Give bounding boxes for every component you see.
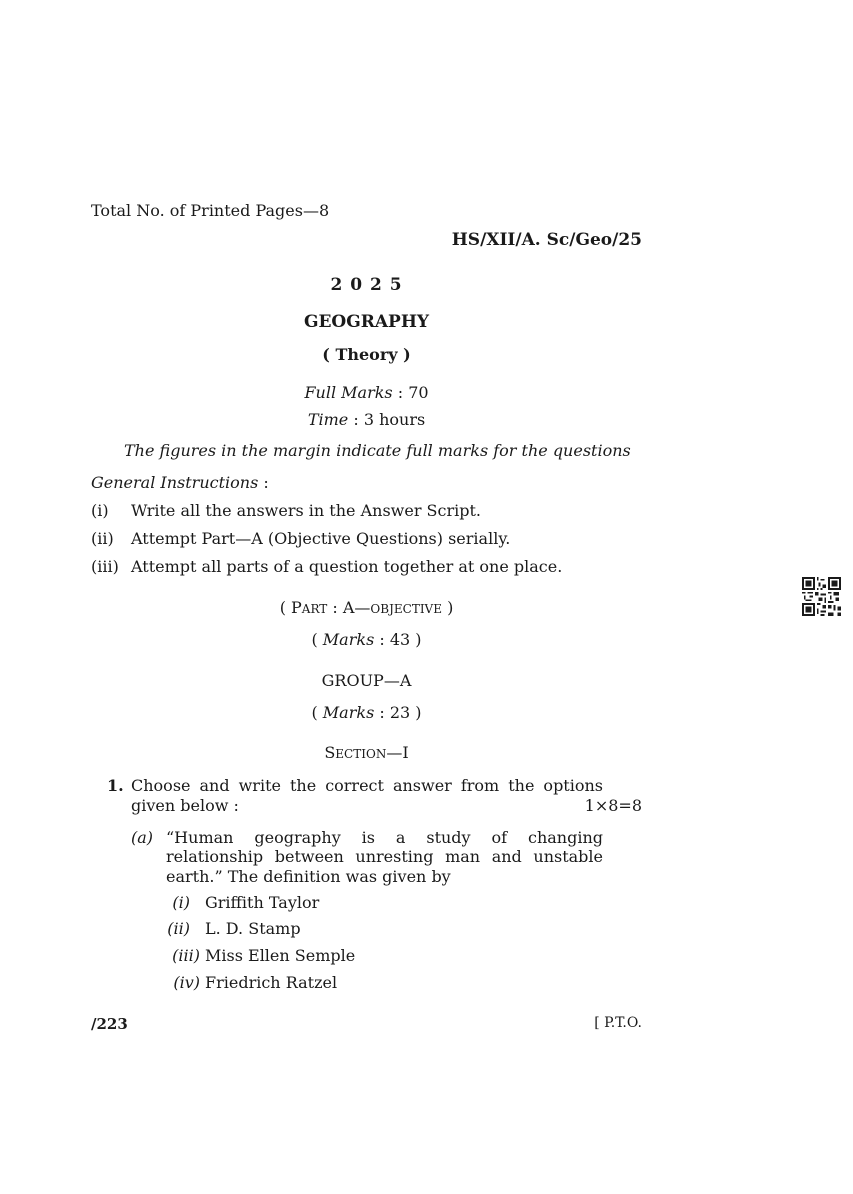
group-marks bbox=[0, 703, 733, 722]
instruction-number: (ii) bbox=[91, 529, 114, 548]
subquestion-line: “Human geography is a study of changing bbox=[166, 828, 603, 847]
part-heading bbox=[0, 598, 733, 617]
question-number: 1. bbox=[107, 776, 124, 795]
time-value: : 3 hours bbox=[348, 410, 426, 429]
option-label: (i) bbox=[172, 893, 190, 912]
question-marks: 1×8=8 bbox=[584, 796, 642, 815]
answer-option bbox=[166, 919, 466, 941]
full-marks-label: Full Marks bbox=[304, 383, 393, 402]
instruction-text: Write all the answers in the Answer Script. bbox=[131, 501, 481, 520]
subject-title: GEOGRAPHY bbox=[303, 312, 430, 332]
exam-year: 2 0 2 5 bbox=[330, 275, 403, 295]
instructions-heading-label: General Instructions bbox=[91, 473, 259, 492]
group-marks-open: ( bbox=[311, 703, 323, 722]
part-marks-label: Marks bbox=[322, 630, 375, 649]
instruction-item bbox=[91, 557, 651, 579]
part-heading-open: ( P bbox=[279, 598, 302, 617]
option-label: (iv) bbox=[173, 973, 200, 992]
instruction-text: Attempt all parts of a question together at one place. bbox=[131, 557, 563, 576]
instruction-text: Attempt Part—A (Objective Questions) serially. bbox=[131, 529, 511, 548]
full-marks bbox=[0, 383, 733, 402]
group-heading: GROUP—A bbox=[321, 671, 412, 690]
instructions-heading bbox=[91, 473, 269, 492]
section-heading-small: ECTION bbox=[335, 747, 387, 761]
part-marks-open: ( bbox=[311, 630, 323, 649]
subquestion-label: (a) bbox=[131, 828, 154, 847]
qr-code-icon bbox=[802, 577, 841, 616]
instruction-item bbox=[91, 529, 651, 551]
part-heading-mid: : A— bbox=[327, 598, 371, 617]
group-marks-label: Marks bbox=[322, 703, 375, 722]
paper-type: ( Theory ) bbox=[322, 345, 411, 364]
part-marks-value: : 43 ) bbox=[374, 630, 422, 649]
time-allowed bbox=[0, 410, 733, 429]
option-label: (iii) bbox=[172, 946, 200, 965]
part-heading-part: ART bbox=[301, 602, 328, 616]
option-label: (ii) bbox=[167, 919, 190, 938]
option-text: L. D. Stamp bbox=[205, 919, 301, 938]
subquestion-line: relationship between unresting man and unstable bbox=[166, 847, 603, 866]
instruction-number: (i) bbox=[91, 501, 109, 520]
paper-code: HS/XII/A. Sc/Geo/25 bbox=[451, 230, 642, 250]
section-heading-suffix: —I bbox=[386, 743, 409, 762]
answer-option bbox=[166, 893, 466, 915]
margin-marks-note: The figures in the margin indicate full marks for the questions bbox=[124, 441, 631, 460]
please-turn-over: [ P.T.O. bbox=[594, 1015, 642, 1031]
time-label: Time bbox=[307, 410, 349, 429]
instruction-item bbox=[91, 501, 651, 523]
question-stem-line: Choose and write the correct answer from the options bbox=[131, 776, 603, 795]
group-marks-value: : 23 ) bbox=[374, 703, 422, 722]
option-text: Miss Ellen Semple bbox=[205, 946, 356, 965]
part-heading-objective: OBJECTIVE bbox=[370, 602, 442, 616]
part-marks bbox=[0, 630, 733, 649]
option-text: Griffith Taylor bbox=[205, 893, 320, 912]
instructions-heading-suffix: : bbox=[258, 473, 269, 492]
question-stem-line: given below : bbox=[131, 796, 239, 815]
total-pages-text: Total No. of Printed Pages—8 bbox=[91, 201, 330, 220]
full-marks-value: : 70 bbox=[392, 383, 429, 402]
answer-option bbox=[166, 946, 466, 968]
section-heading-cap: S bbox=[324, 743, 336, 762]
section-heading bbox=[0, 743, 733, 762]
subquestion-line: earth.” The definition was given by bbox=[166, 867, 451, 886]
part-heading-close: ) bbox=[441, 598, 454, 617]
instruction-number: (iii) bbox=[91, 557, 119, 576]
option-text: Friedrich Ratzel bbox=[205, 973, 338, 992]
page-code: /223 bbox=[91, 1015, 128, 1033]
answer-option bbox=[166, 973, 466, 995]
